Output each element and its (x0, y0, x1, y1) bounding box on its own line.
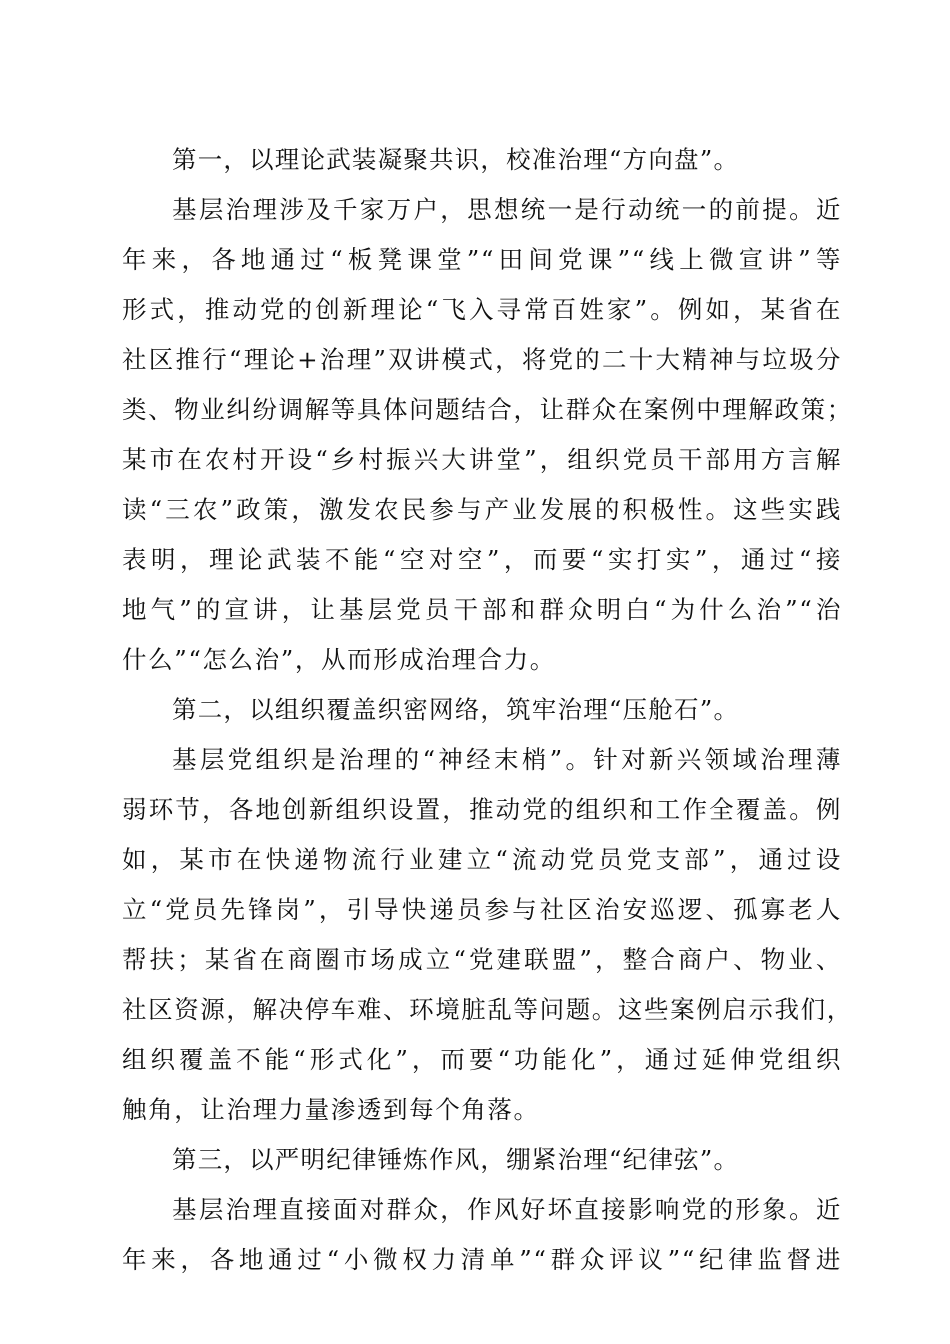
section-2-line-6: 社区资源，解决停车难、环境脏乱等问题。这些案例启示我们， (122, 995, 853, 1024)
section-1-line-1: 基层治理涉及千家万户，思想统一是行动统一的前提。近 (172, 195, 842, 224)
section-1-line-10: 什么”“怎么治”，从而形成治理合力。 (122, 645, 556, 674)
section-2-line-1: 基层党组织是治理的“神经末梢”。针对新兴领域治理薄 (172, 745, 842, 774)
section-1-line-9: 地气”的宣讲，让基层党员干部和群众明白“为什么治”“治 (122, 595, 842, 624)
section-1-line-2: 年来，各地通过“板凳课堂”“田间党课”“线上微宣讲”等 (122, 245, 842, 274)
section-2-line-4: 立“党员先锋岗”，引导快递员参与社区治安巡逻、孤寡老人 (122, 895, 842, 924)
section-1-line-6: 某市在农村开设“乡村振兴大讲堂”，组织党员干部用方言解 (122, 445, 842, 474)
section-1-line-3: 形式，推动党的创新理论“飞入寻常百姓家”。例如，某省在 (122, 295, 842, 324)
section-2-heading: 第二，以组织覆盖织密网络，筑牢治理“压舱石”。 (172, 695, 740, 724)
section-2-line-7: 组织覆盖不能“形式化”，而要“功能化”，通过延伸党组织 (122, 1045, 842, 1074)
section-1-line-8: 表明，理论武装不能“空对空”，而要“实打实”，通过“接 (122, 545, 842, 574)
section-1-line-5: 类、物业纠纷调解等具体问题结合，让群众在案例中理解政策； (122, 395, 853, 424)
section-3-line-1: 基层治理直接面对群众，作风好坏直接影响党的形象。近 (172, 1195, 842, 1224)
section-2-line-2: 弱环节，各地创新组织设置，推动党的组织和工作全覆盖。例 (122, 795, 842, 824)
section-3-heading: 第三，以严明纪律锤炼作风，绷紧治理“纪律弦”。 (172, 1145, 740, 1174)
section-2-line-8: 触角，让治理力量渗透到每个角落。 (122, 1095, 540, 1124)
section-1-heading: 第一，以理论武装凝聚共识，校准治理“方向盘”。 (172, 145, 740, 174)
section-2-line-5: 帮扶；某省在商圈市场成立“党建联盟”，整合商户、物业、 (122, 945, 842, 974)
section-1-line-7: 读“三农”政策，激发农民参与产业发展的积极性。这些实践 (122, 495, 842, 524)
section-1-line-4: 社区推行“理论+治理”双讲模式，将党的二十大精神与垃圾分 (122, 345, 842, 374)
section-3-line-2: 年来，各地通过“小微权力清单”“群众评议”“纪律监督进 (122, 1245, 842, 1274)
section-2-line-3: 如，某市在快递物流行业建立“流动党员党支部”，通过设 (122, 845, 842, 874)
